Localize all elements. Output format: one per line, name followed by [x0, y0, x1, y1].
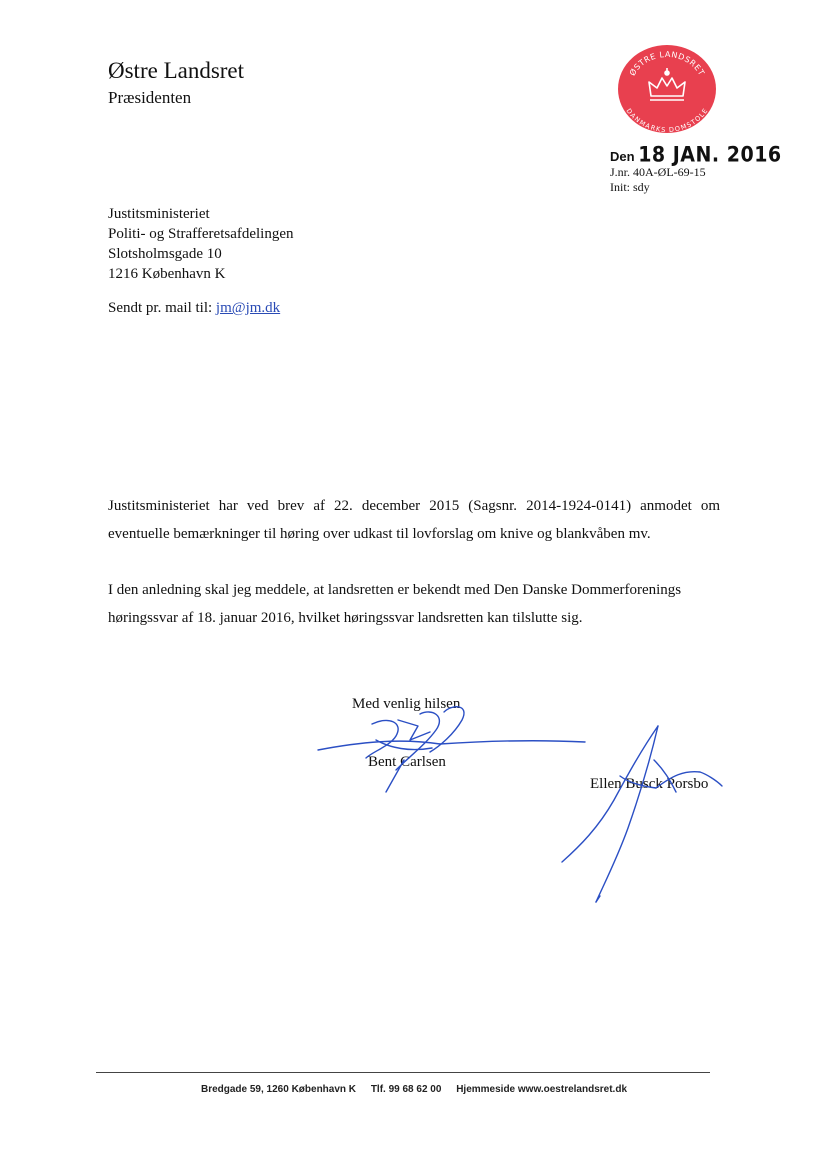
sent-label: Sendt pr. mail til: [108, 300, 213, 316]
seal-bottom-text: DANMARKS DOMSTOLE [624, 106, 710, 134]
court-seal [617, 44, 717, 134]
journal-number: J.nr. 40A-ØL-69-15 [610, 165, 706, 179]
closing-greeting: Med venlig hilsen [352, 696, 461, 712]
footer-phone: Tlf. 99 68 62 00 [370, 1084, 442, 1095]
signer-1-name: Bent Carlsen [368, 754, 446, 770]
signer-2-name: Ellen Busck Porsbo [590, 776, 709, 792]
sent-by-mail [108, 300, 280, 317]
footer-website: Hjemmeside www.oestrelandsret.dk [456, 1084, 628, 1095]
date-line [610, 144, 782, 166]
email-link[interactable]: jm@jm.dk [215, 300, 281, 316]
footer-divider [96, 1072, 710, 1073]
date-stamp: 18 JAN. 2016 [638, 142, 782, 168]
initials: Init: sdy [610, 180, 650, 194]
court-name: Østre Landsret [108, 58, 245, 83]
signature-1 [318, 707, 585, 792]
seal-top-text: ØSTRE LANDSRET [627, 49, 707, 78]
body-paragraph-1: Justitsministeriet har ved brev af 22. december 2015 (Sagsnr. 2014-1924-0141) anmodet om eventuelle bemærkninger til høring over udkast til lovforslag om knive og blankvåben mv. [108, 498, 720, 542]
date-prefix: Den [610, 149, 635, 164]
recipient-street: Slotsholmsgade 10 [108, 246, 222, 262]
court-role: Præsidenten [108, 88, 192, 107]
body-paragraph-2: I den anledning skal jeg meddele, at landsretten er bekendt med Den Danske Dommerforenings høringssvar af 18. januar 2016, hvilket høringssvar landsretten kan tilslutte sig. [108, 582, 682, 626]
footer-address: Bredgade 59, 1260 København K [200, 1084, 357, 1095]
signature-2 [562, 726, 722, 902]
recipient-department: Politi- og Strafferetsafdelingen [108, 226, 294, 242]
footer [0, 1084, 828, 1095]
recipient-name: Justitsministeriet [108, 206, 210, 222]
recipient-city: 1216 København K [108, 266, 226, 282]
